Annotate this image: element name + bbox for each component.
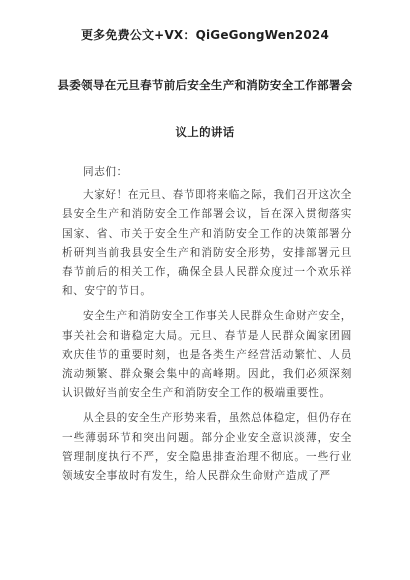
- paragraph-2: 安全生产和消防安全工作事关人民群众生命财产安全，事关社会和谐稳定大局。元旦、春节是人民群众阖家团圆欢庆佳节的重要时刻，也是各类生产经营活动繁忙、人员流动频繁、群众聚会集中的高峰期。因此，我们必须深刻认识做好当前安全生产和消防安全工作的极端重要性。: [62, 310, 352, 400]
- document-title-line-1: 县委领导在元旦春节前后安全生产和消防安全工作部署会: [57, 78, 353, 92]
- salutation: 同志们：: [83, 166, 128, 178]
- paragraph-1: 大家好！在元旦、春节即将来临之际，我们召开这次全县安全生产和消防安全工作部署会议，旨在深入贯彻落实国家、省、市关于安全生产和消防安全工作的决策部署分析研判当前我县安全生产和消防安全形势，安排部署元旦春节前后的相关工作，确保全县人民群众度过一个欢乐祥和、安宁的节日。: [62, 189, 352, 298]
- document-body: [62, 163, 352, 492]
- document-title-line-2: 议上的讲话: [175, 125, 235, 139]
- paragraph-3: 从全县的安全生产形势来看，虽然总体稳定，但仍存在一些薄弱环节和突出问题。部分企业安全意识淡薄，安全管理制度执行不严，安全隐患排查治理不彻底。一些行业领域安全事故时有发生，给人民群众生命财产造成了严: [62, 412, 352, 483]
- promo-header: 更多免费公文+VX：QiGeGongWen2024: [80, 28, 329, 42]
